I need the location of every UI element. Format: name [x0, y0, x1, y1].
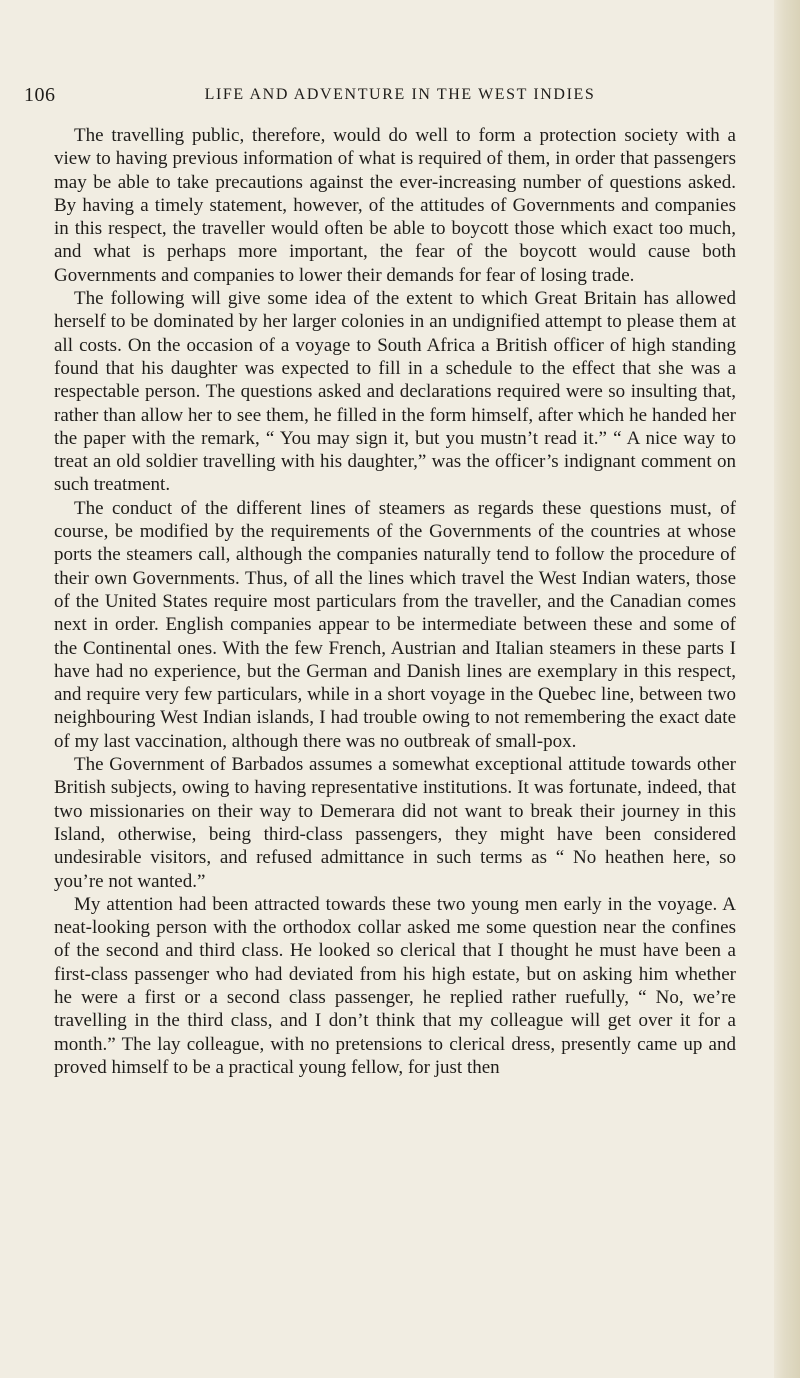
paragraph: The travelling public, therefore, would do well to form a protection society with a view to having previous information of what is required of them, in order that passengers may be able to take precautions against the ever-increasing number of questions asked. By having a timely statement, however, of the attitudes of Governments and companies in this respect, the traveller would often be able to boycott those which exact too much, and what is perhaps more important, the fear of the boycott would cause both Governments and companies to lower their demands for fear of losing trade. [54, 125, 736, 286]
running-head: LIFE AND ADVENTURE IN THE WEST INDIES [204, 86, 596, 103]
body-text [54, 124, 736, 1079]
page-header [24, 84, 736, 114]
paragraph: The following will give some idea of the extent to which Great Britain has allowed herself to be dominated by her larger colonies in an undignified attempt to please them at all costs. On the occasion of a voyage to South Africa a British officer of high standing found that his daughter was expected to fill in a schedule to the effect that she was a respectable person. The questions asked and declarations required were so insulting that, rather than allow her to see them, he filled in the form himself, after which he handed her the paper with the remark, “ You may sign it, but you mustn’t read it.” “ A nice way to treat an old soldier travelling with his daughter,” was the officer’s indignant comment on such treatment. [54, 288, 736, 496]
paragraph: The Government of Barbados assumes a somewhat exceptional attitude towards other British subjects, owing to having representative institutions. It was fortunate, indeed, that two missionaries on their way to Demerara did not want to break their journey in this Island, otherwise, being third-class passengers, they might have been considered undesirable visitors, and refused admittance in such terms as “ No heathen here, so you’re not wanted.” [54, 754, 736, 892]
page-number: 106 [24, 84, 56, 106]
paragraph: The conduct of the different lines of steamers as regards these questions must, of course, be modified by the requirements of the Governments of the countries at whose ports the steamers call, although the companies naturally tend to follow the procedure of their own Governments. Thus, of all the lines which travel the West Indian waters, those of the United States require most particulars from the traveller, and the Canadian comes next in order. English companies appear to be intermediate between these and some of the Continental ones. With the few French, Austrian and Italian steamers in these parts I have had no experience, but the German and Danish lines are exemplary in this respect, and require very few particulars, while in a short voyage in the Quebec line, between two neighbouring West Indian islands, I had trouble owing to not remembering the exact date of my last vaccination, although there was no outbreak of small-pox. [54, 497, 736, 752]
paragraph: My attention had been attracted towards these two young men early in the voyage. A neat-looking person with the orthodox collar asked me some question near the confines of the second and third class. He looked so clerical that I thought he must have been a first-class passenger who had deviated from his high estate, but on asking him whether he were a first or a second class passenger, he replied rather ruefully, “ No, we’re travelling in the third class, and I don’t think that my colleague will get over it for a month.” The lay colleague, with no pretensions to clerical dress, presently came up and proved himself to be a practical young fellow, for just then [54, 893, 736, 1078]
